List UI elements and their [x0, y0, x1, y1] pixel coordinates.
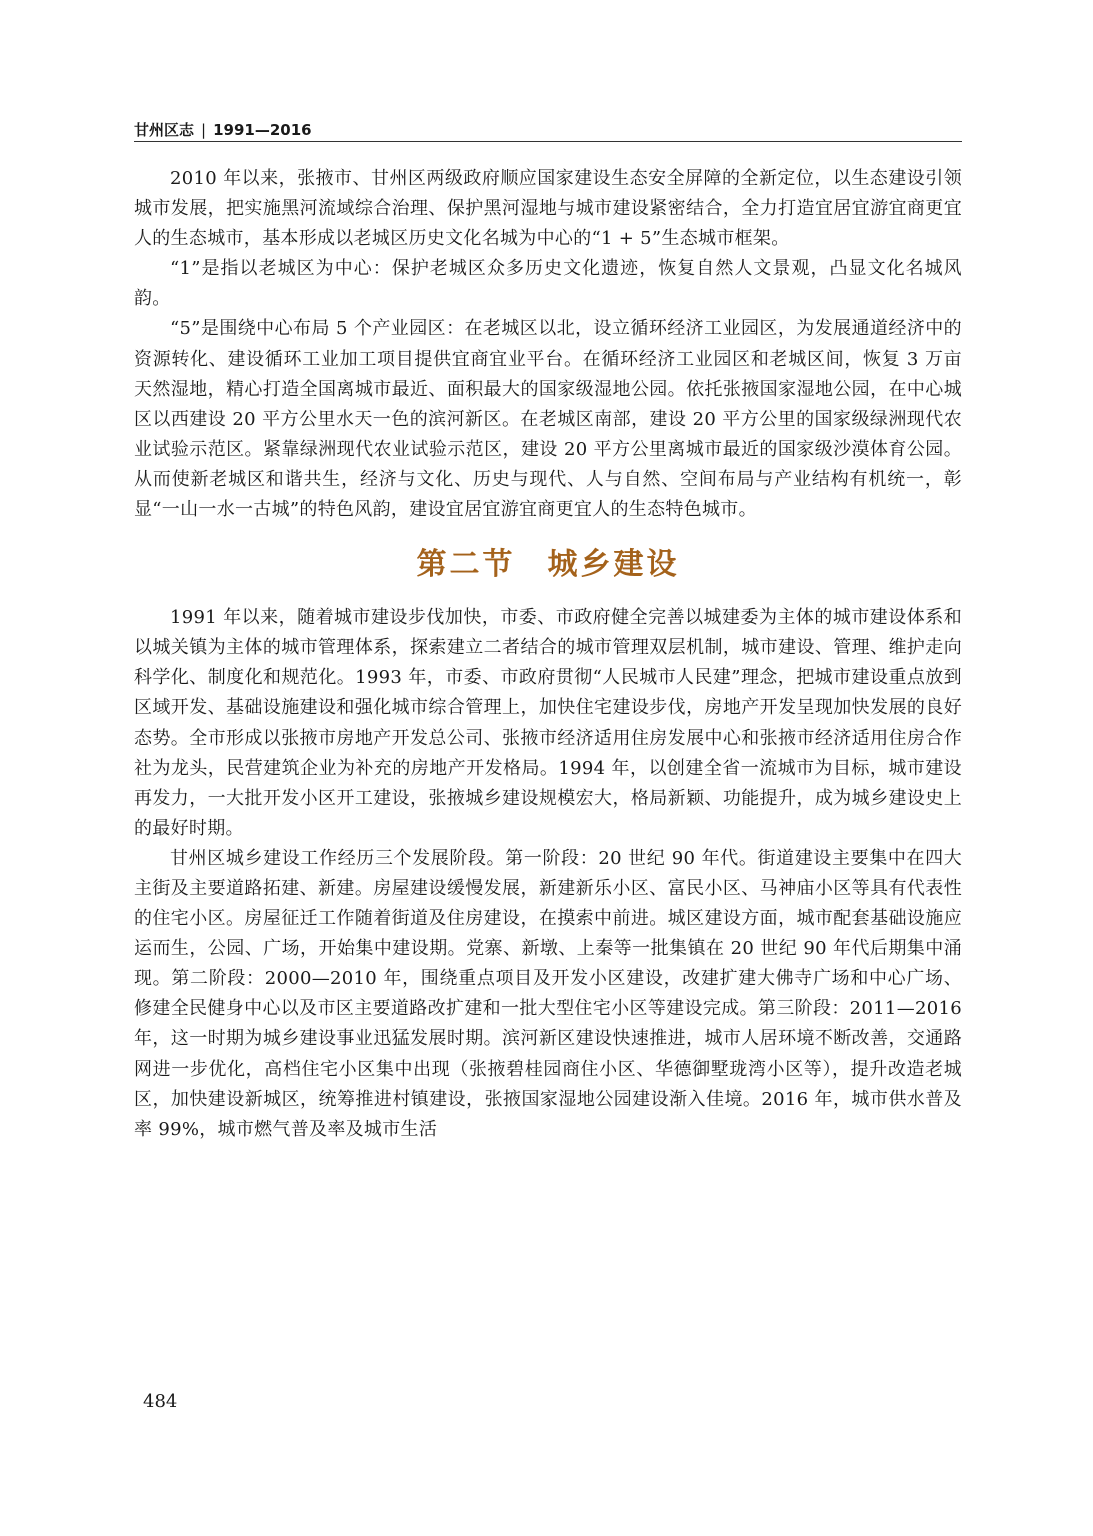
page-number: 484 [143, 1391, 178, 1412]
section-number: 第二节 [416, 547, 516, 583]
paragraph-development-stages: 甘州区城乡建设工作经历三个发展阶段。第一阶段：20 世纪 90 年代。街道建设主要集中在四大主街及主要道路拓建、新建。房屋建设缓慢发展，新建新乐小区、富民小区、马神庙小区等具有代表性的住宅小区。房屋征迁工作随着街道及住房建设，在摸索中前进。城区建设方面，城市配套基础设施应运而生，公园、广场，开始集中建设期。党寨、新墩、上秦等一批集镇在 20 世纪 90 年代后期集中涌现。第二阶段：2000—2010 年，围绕重点项目及开发小区建设，改建扩建大佛寺广场和中心广场、修建全民健身中心以及市区主要道路改扩建和一批大型住宅小区等建设完成。第三阶段：2011—2016 年，这一时期为城乡建设事业迅猛发展时期。滨河新区建设快速推进，城市人居环境不断改善，交通路网进一步优化，高档住宅小区集中出现（张掖碧桂园商住小区、华德御墅珑湾小区等），提升改造老城区，加快建设新城区，统筹推进村镇建设，张掖国家湿地公园建设渐入佳境。2016 年，城市供水普及率 99%，城市燃气普及率及城市生活 [134, 847, 962, 1140]
year-range: 1991—2016 [213, 121, 312, 139]
section-title: 城乡建设 [547, 547, 680, 583]
paragraph-old-town-center: “1”是指以老城区为中心：保护老城区众多历史文化遗迹，恢复自然人文景观，凸显文化名城风韵。 [134, 258, 962, 310]
running-header [134, 119, 962, 141]
section-heading [134, 543, 962, 587]
header-rule [134, 141, 962, 142]
paragraph-urban-construction-system: 1991 年以来，随着城市建设步伐加快，市委、市政府健全完善以城建委为主体的城市建设体系和以城关镇为主体的城市管理体系，探索建立二者结合的城市管理双层机制，城市建设、管理、维护走向科学化、制度化和规范化。1993 年，市委、市政府贯彻“人民城市人民建”理念，把城市建设重点放到区域开发、基础设施建设和强化城市综合管理上，加快住宅建设步伐，房地产开发呈现加快发展的良好态势。全市形成以张掖市房地产开发总公司、张掖市经济适用住房发展中心和张掖市经济适用住房合作社为龙头，民营建筑企业为补充的房地产开发格局。1994 年，以创建全省一流城市为目标，城市建设再发力，一大批开发小区开工建设，张掖城乡建设规模宏大，格局新颖、功能提升，成为城乡建设史上的最好时期。 [134, 607, 962, 839]
book-title: 甘州区志 [134, 121, 195, 139]
paragraph-five-industrial-parks: “5”是围绕中心布局 5 个产业园区：在老城区以北，设立循环经济工业园区，为发展通道经济中的资源转化、建设循环工业加工项目提供宜商宜业平台。在循环经济工业园区和老城区间，恢复 3 万亩天然湿地，精心打造全国离城市最近、面积最大的国家级湿地公园。依托张掖国家湿地公园，在中心城区以西建设 20 平方公里水天一色的滨河新区。在老城区南部，建设 20 平方公里的国家级绿洲现代农业试验示范区。紧靠绿洲现代农业试验示范区，建设 20 平方公里离城市最近的国家级沙漠体育公园。从而使新老城区和谐共生，经济与文化、历史与现代、人与自然、空间布局与产业结构有机统一，彰显“一山一水一古城”的特色风韵，建设宜居宜游宜商更宜人的生态特色城市。 [134, 318, 962, 521]
header-separator: | [201, 121, 207, 139]
page-content [134, 164, 962, 1145]
paragraph-eco-city-framework: 2010 年以来，张掖市、甘州区两级政府顺应国家建设生态安全屏障的全新定位，以生态建设引领城市发展，把实施黑河流域综合治理、保护黑河湿地与城市建设紧密结合，全力打造宜居宜游宜商更宜人的生态城市，基本形成以老城区历史文化名城为中心的“1 + 5”生态城市框架。 [134, 168, 962, 250]
